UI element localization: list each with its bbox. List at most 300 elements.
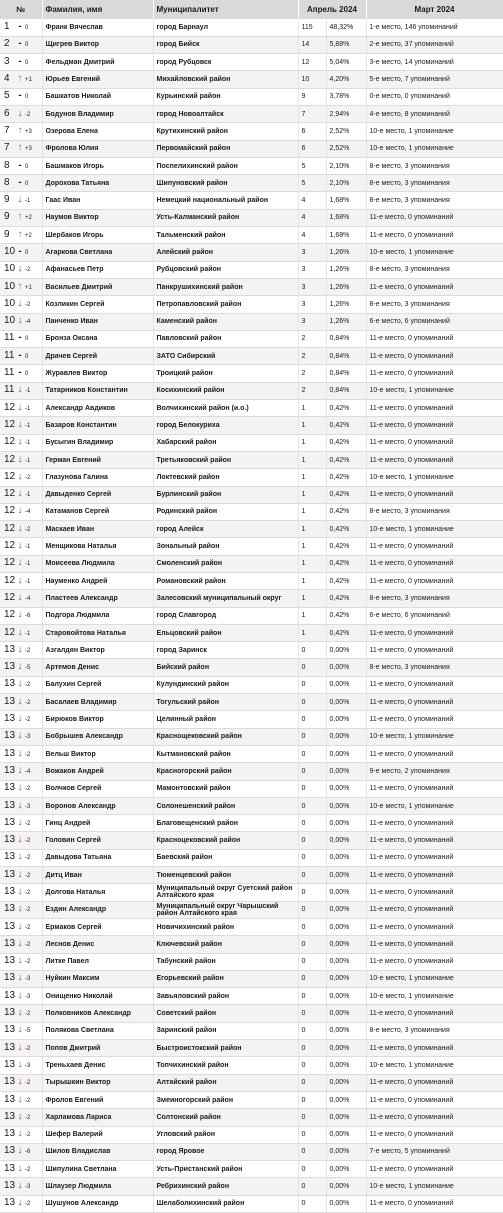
arrow-down-icon: ↓ [17,609,23,621]
person-name: Науменко Андрей [42,573,153,590]
march-result: 11-е место, 0 упоминаний [366,1126,503,1143]
march-result: 11-е место, 0 упоминаний [366,227,503,244]
march-result: 11-е место, 0 упоминаний [366,555,503,572]
arrow-down-icon: ↓ [17,885,23,897]
rank-value: 13 [4,1093,16,1105]
march-result: 8-е место, 3 упоминания [366,590,503,607]
dash-icon: - [18,176,22,188]
table-row [0,694,503,711]
april-count: 1 [298,538,326,555]
rank-change: -2 [25,267,31,274]
table-row [0,573,503,590]
rank-value: 13 [4,1058,16,1070]
person-name: Подгора Людмила [42,607,153,624]
april-count: 0 [298,1126,326,1143]
municipality-name: Крутихинский район [153,123,298,140]
municipality-name: город Барнаул [153,19,298,36]
rank-cell [0,313,42,330]
rank-value: 12 [4,401,16,413]
march-result: 11-е место, 0 упоминаний [366,1161,503,1178]
rank-change: -5 [25,665,31,672]
municipality-name: Муниципальный округ Чарышский район Алтайского края [153,901,298,918]
arrow-down-icon: ↓ [17,1145,23,1157]
april-count: 2 [298,382,326,399]
person-name: Шлаузер Людмила [42,1178,153,1195]
rank-cell [0,1161,42,1178]
march-result: 10-е место, 1 упоминание [366,970,503,987]
table-row [0,901,503,918]
march-result: 11-е место, 0 упоминаний [366,451,503,468]
person-name: Полякова Светлана [42,1022,153,1039]
municipality-name: Ребрихинский район [153,1178,298,1195]
april-percent: 0,00% [326,1126,366,1143]
rank-cell [0,434,42,451]
municipality-name: Рубцовский район [153,261,298,278]
arrow-down-icon: ↓ [17,920,23,932]
person-name: Гинц Андрей [42,815,153,832]
rank-cell [0,936,42,953]
municipality-name: Троицкий район [153,365,298,382]
rank-value: 12 [4,609,16,621]
municipality-name: Кытмановский район [153,745,298,762]
rank-change: -2 [25,855,31,862]
rank-cell [0,71,42,88]
april-percent: 0,42% [326,607,366,624]
person-name: Шипулина Светлана [42,1161,153,1178]
rank-cell [0,659,42,676]
rank-value: 13 [4,782,16,794]
arrow-down-icon: ↓ [17,1110,23,1122]
rank-change: -1 [25,422,31,429]
march-result: 11-е место, 0 упоминаний [366,624,503,641]
april-count: 0 [298,936,326,953]
april-percent: 0,00% [326,867,366,884]
rank-value: 3 [4,55,10,67]
march-result: 11-е место, 0 упоминаний [366,348,503,365]
april-count: 1 [298,486,326,503]
march-result: 8-е место, 3 упоминания [366,192,503,209]
april-percent: 0,42% [326,451,366,468]
person-name: Глазунова Галина [42,469,153,486]
person-name: Бусыгин Владимир [42,434,153,451]
april-percent: 1,26% [326,278,366,295]
april-count: 0 [298,884,326,901]
rank-cell [0,1040,42,1057]
person-name: Менщикова Наталья [42,538,153,555]
april-percent: 0,00% [326,1109,366,1126]
rank-cell [0,261,42,278]
municipality-name: Советский район [153,1005,298,1022]
table-row [0,538,503,555]
april-percent: 0,00% [326,1022,366,1039]
march-result: 11-е место, 0 упоминаний [366,901,503,918]
rank-cell [0,988,42,1005]
april-count: 5 [298,157,326,174]
person-name: Давыдова Татьяна [42,849,153,866]
rank-change: -2 [25,1114,31,1121]
rank-cell [0,209,42,226]
dash-icon: - [18,332,22,344]
rank-cell [0,1057,42,1074]
rank-cell [0,745,42,762]
arrow-down-icon: ↓ [17,799,23,811]
rank-change: -1 [25,388,31,395]
person-name: Басалаев Владимир [42,694,153,711]
march-result: 11-е место, 0 упоминаний [366,400,503,417]
april-count: 1 [298,521,326,538]
table-row [0,642,503,659]
person-name: Моисеева Людмила [42,555,153,572]
march-result: 11-е место, 0 упоминаний [366,434,503,451]
april-count: 0 [298,676,326,693]
dash-icon: - [18,55,22,67]
april-count: 0 [298,815,326,832]
table-row [0,503,503,520]
april-percent: 0,42% [326,624,366,641]
municipality-name: Ельцовский район [153,624,298,641]
april-percent: 0,84% [326,365,366,382]
header-name: Фамилия, имя [42,0,153,19]
april-count: 0 [298,953,326,970]
april-percent: 4,20% [326,71,366,88]
municipality-name: Усть-Калманский район [153,209,298,226]
april-count: 0 [298,1005,326,1022]
arrow-down-icon: ↓ [17,107,23,119]
april-count: 7 [298,105,326,122]
rank-cell [0,970,42,987]
arrow-down-icon: ↓ [17,764,23,776]
march-result: 11-е место, 0 упоминаний [366,278,503,295]
april-count: 0 [298,797,326,814]
rank-value: 12 [4,453,16,465]
april-percent: 0,84% [326,348,366,365]
person-name: Воронов Александр [42,797,153,814]
municipality-name: Панкрушихинский район [153,278,298,295]
april-percent: 0,00% [326,988,366,1005]
april-count: 1 [298,434,326,451]
person-name: Юрьев Евгений [42,71,153,88]
rank-value: 12 [4,557,16,569]
april-percent: 0,00% [326,1005,366,1022]
rank-change: -2 [25,751,31,758]
rank-cell [0,521,42,538]
rank-value: 8 [4,159,10,171]
rank-value: 13 [4,730,16,742]
april-percent: 0,00% [326,953,366,970]
municipality-name: Новичихинский район [153,918,298,935]
table-row [0,348,503,365]
rank-change: -2 [25,717,31,724]
rank-change: 0 [25,24,29,31]
rank-cell [0,400,42,417]
march-result: 11-е место, 0 упоминаний [366,1195,503,1212]
rank-value: 13 [4,661,16,673]
table-row [0,763,503,780]
rank-change: -2 [25,1132,31,1139]
municipality-name: Поспелихинский район [153,157,298,174]
april-count: 1 [298,555,326,572]
april-count: 6 [298,123,326,140]
april-count: 0 [298,694,326,711]
rank-change: 0 [25,59,29,66]
table-row [0,296,503,313]
arrow-down-icon: ↓ [17,730,23,742]
april-percent: 0,00% [326,676,366,693]
table-row [0,1091,503,1108]
rank-change: +3 [25,146,32,153]
march-result: 8-е место, 3 упоминания [366,261,503,278]
march-result: 8-е место, 3 упоминания [366,503,503,520]
table-row [0,607,503,624]
april-percent: 1,26% [326,261,366,278]
person-name: Фролов Евгений [42,1091,153,1108]
march-result: 11-е место, 0 упоминаний [366,1040,503,1057]
april-count: 3 [298,261,326,278]
rank-value: 13 [4,1007,16,1019]
rank-change: 0 [25,371,29,378]
april-count: 0 [298,1195,326,1212]
april-percent: 1,26% [326,313,366,330]
arrow-up-icon: ↑ [17,124,23,136]
rank-change: -2 [25,1011,31,1018]
rank-value: 13 [4,885,16,897]
april-count: 0 [298,1091,326,1108]
municipality-name: город Яровое [153,1143,298,1160]
municipality-name: Баевский район [153,849,298,866]
april-count: 0 [298,1143,326,1160]
table-row [0,590,503,607]
municipality-name: ЗАТО Сибирский [153,348,298,365]
rank-value: 13 [4,1197,16,1209]
arrow-down-icon: ↓ [17,591,23,603]
april-count: 0 [298,1040,326,1057]
arrow-down-icon: ↓ [17,937,23,949]
april-percent: 0,42% [326,434,366,451]
rank-cell [0,815,42,832]
person-name: Волчков Сергей [42,780,153,797]
arrow-down-icon: ↓ [17,194,23,206]
april-percent: 0,00% [326,970,366,987]
dash-icon: - [18,159,22,171]
march-result: 11-е место, 0 упоминаний [366,642,503,659]
rank-cell [0,175,42,192]
march-result: 11-е место, 0 упоминаний [366,694,503,711]
rank-value: 13 [4,713,16,725]
person-name: Вельш Виктор [42,745,153,762]
municipality-name: Благовещенский район [153,815,298,832]
march-result: 11-е место, 0 упоминаний [366,745,503,762]
person-name: Васильев Дмитрий [42,278,153,295]
rank-change: -4 [25,509,31,516]
rank-change: -1 [25,457,31,464]
arrow-down-icon: ↓ [17,488,23,500]
dash-icon: - [18,90,22,102]
rank-change: +2 [25,215,32,222]
municipality-name: Шелаболихинский район [153,1195,298,1212]
april-count: 0 [298,642,326,659]
table-row [0,832,503,849]
municipality-name: Ключевский район [153,936,298,953]
april-percent: 0,00% [326,1074,366,1091]
rank-change: -2 [25,1045,31,1052]
municipality-name: Егорьевский район [153,970,298,987]
municipality-name: Топчихинский район [153,1057,298,1074]
rank-value: 1 [4,20,10,32]
march-result: 9-е место, 2 упоминания [366,763,503,780]
march-result: 10-е место, 1 упоминание [366,244,503,261]
march-result: 8-е место, 3 упоминания [366,296,503,313]
person-name: Балухин Сергей [42,676,153,693]
table-row [0,1109,503,1126]
municipality-name: Заринский район [153,1022,298,1039]
table-row [0,19,503,36]
rank-value: 9 [4,194,10,206]
april-count: 1 [298,417,326,434]
rank-cell [0,105,42,122]
april-percent: 0,00% [326,1161,366,1178]
rank-change: -2 [25,1097,31,1104]
rank-value: 9 [4,228,10,240]
rank-change: -3 [25,976,31,983]
dash-icon: - [18,20,22,32]
municipality-name: Романовский район [153,573,298,590]
rank-value: 13 [4,834,16,846]
municipality-name: город Славгород [153,607,298,624]
person-name: Франк Вячеслав [42,19,153,36]
april-percent: 0,00% [326,763,366,780]
rank-change: -3 [25,803,31,810]
rank-change: -1 [25,440,31,447]
person-name: Дорохова Татьяна [42,175,153,192]
rank-cell [0,503,42,520]
person-name: Старовойтова Наталья [42,624,153,641]
rank-value: 13 [4,1110,16,1122]
rank-change: -2 [25,907,31,914]
rank-cell [0,642,42,659]
april-percent: 0,00% [326,1143,366,1160]
rank-cell [0,486,42,503]
table-row [0,521,503,538]
person-name: Башкатов Николай [42,88,153,105]
table-row [0,1126,503,1143]
person-name: Дитц Иван [42,867,153,884]
april-count: 1 [298,607,326,624]
arrow-up-icon: ↑ [17,280,23,292]
table-row [0,54,503,71]
rank-cell [0,676,42,693]
april-percent: 0,00% [326,642,366,659]
person-name: Артемов Денис [42,659,153,676]
table-row [0,918,503,935]
rank-value: 12 [4,574,16,586]
rank-change: +3 [25,128,32,135]
april-percent: 0,00% [326,815,366,832]
rank-value: 11 [4,332,15,344]
march-result: 11-е место, 0 упоминаний [366,330,503,347]
municipality-name: город Алейск [153,521,298,538]
march-result: 11-е место, 0 упоминаний [366,209,503,226]
april-count: 0 [298,780,326,797]
rank-cell [0,140,42,157]
dash-icon: - [18,246,22,257]
march-result: 6-е место, 6 упоминаний [366,607,503,624]
march-result: 11-е место, 0 упоминаний [366,676,503,693]
rank-change: -3 [25,993,31,1000]
table-row [0,71,503,88]
rank-value: 2 [4,38,10,50]
rank-value: 12 [4,505,16,517]
table-row [0,330,503,347]
rank-change: -1 [25,630,31,637]
rank-cell [0,711,42,728]
april-percent: 48,32% [326,19,366,36]
person-name: Базаров Константин [42,417,153,434]
person-name: Леснов Денис [42,936,153,953]
rank-value: 13 [4,678,16,690]
rank-cell [0,330,42,347]
table-row [0,175,503,192]
march-result: 11-е место, 0 упоминаний [366,1005,503,1022]
person-name: Попов Дмитрий [42,1040,153,1057]
municipality-name: город Рубцовск [153,54,298,71]
person-name: Полковников Александр [42,1005,153,1022]
arrow-down-icon: ↓ [17,1180,23,1192]
march-result: 8-е место, 3 упоминания [366,157,503,174]
rank-change: +1 [25,77,32,84]
april-percent: 2,10% [326,157,366,174]
rank-cell [0,1126,42,1143]
april-percent: 5,88% [326,36,366,53]
april-percent: 0,00% [326,832,366,849]
dash-icon: - [18,367,22,379]
rank-change: 0 [25,353,29,360]
rank-change: -2 [25,1080,31,1087]
header-municipality: Муниципалитет [153,0,298,19]
person-name: Агаркова Светлана [42,244,153,261]
march-result: 10-е место, 1 упоминание [366,382,503,399]
person-name: Афанасьев Петр [42,261,153,278]
rank-change: 0 [25,336,29,343]
rank-value: 13 [4,1128,16,1140]
april-count: 0 [298,901,326,918]
table-row [0,988,503,1005]
municipality-name: Солонешенский район [153,797,298,814]
table-row [0,192,503,209]
april-count: 12 [298,54,326,71]
rank-cell [0,624,42,641]
table-row [0,227,503,244]
april-percent: 0,00% [326,1091,366,1108]
rank-change: -1 [25,578,31,585]
municipality-name: Алейский район [153,244,298,261]
person-name: Панченко Иван [42,313,153,330]
arrow-down-icon: ↓ [17,505,23,517]
person-name: Бодунов Владимир [42,105,153,122]
person-name: Маскаев Иван [42,521,153,538]
april-percent: 0,42% [326,555,366,572]
march-result: 6-е место, 6 упоминаний [366,313,503,330]
april-percent: 0,42% [326,503,366,520]
rank-change: -2 [25,786,31,793]
rank-change: -4 [25,768,31,775]
table-row [0,313,503,330]
march-result: 10-е место, 1 упоминание [366,123,503,140]
municipality-name: Кулундинский район [153,676,298,693]
arrow-down-icon: ↓ [17,1128,23,1140]
arrow-down-icon: ↓ [17,747,23,759]
table-row [0,123,503,140]
rank-cell [0,694,42,711]
